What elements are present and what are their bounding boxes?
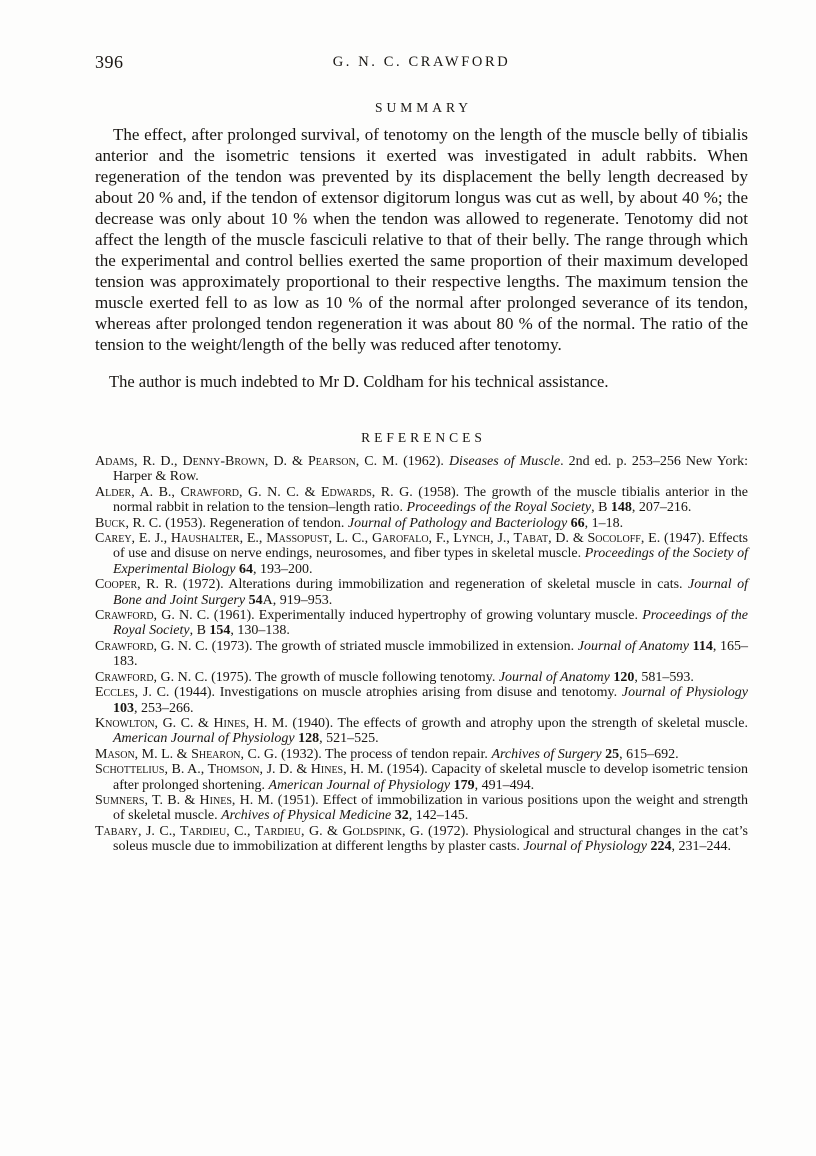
reference-segment: , 130–138. bbox=[230, 623, 290, 639]
reference-segment: (1972). Physiological and structural changes in the cat’s soleus muscle due to immobilization at different lengths by plaster casts. bbox=[113, 823, 748, 855]
reference-segment: , 142–145. bbox=[408, 808, 469, 824]
reference-segment: . 2nd ed. p. 253–256 New York: Harper & Row. bbox=[113, 454, 749, 485]
reference-segment: , 615–692. bbox=[619, 746, 679, 762]
reference-segment: Schottelius, B. A., Thomson, J. D. & Hines, H. M. bbox=[95, 762, 384, 778]
reference-segment: Journal of Physiology bbox=[621, 685, 748, 701]
reference-segment: 114 bbox=[692, 638, 713, 654]
reference-segment: Journal of Anatomy bbox=[498, 669, 610, 685]
reference-segment: Proceedings of the Royal Society bbox=[113, 608, 749, 639]
reference-segment: , 231–244. bbox=[671, 839, 731, 855]
summary-paragraph: The effect, after prolonged survival, of tenotomy on the length of the muscle belly of tibialis anterior and the isometric tensions it exerted was investigated in adult rabbits. When regeneration of the tendon was prevented by its displacement the belly length decreased by about 20 % and, if the tendon of extensor digitorum longus was cut as well, by about 40 %; the decrease was only about 10 % when the tendon was allowed to regenerate. Tenotomy did not affect the length of the muscle fasciculi relative to that of their belly. The range through which the experimental and control bellies exerted the same proportion of their maximum developed tension was approximately proportional to their respective lengths. The maximum tension the muscle exerted fell to as low as 10 % of the normal after prolonged severance of its tendon, whereas after prolonged tendon regeneration it was about 80 % of the normal. The ratio of the tension to the weight/length of the belly was reduced after tenotomy. bbox=[95, 125, 748, 354]
reference-segment: Crawford, G. N. C. bbox=[95, 638, 209, 654]
reference-segment: (1947). Effects of use and disuse on nerve endings, neurosomes, and fiber types in skeletal muscle. bbox=[113, 531, 749, 562]
reference-segment: Journal of Physiology bbox=[523, 839, 647, 855]
reference-segment: , 165–183. bbox=[113, 638, 748, 670]
reference-segment: , B bbox=[591, 500, 611, 516]
reference-segment: Eccles, J. C. bbox=[95, 685, 170, 701]
reference-segment: , B bbox=[189, 623, 210, 639]
reference-segment: (1972). Alterations during immobilization and regeneration of skeletal muscle in cats. bbox=[177, 577, 689, 593]
reference-segment: Archives of Surgery bbox=[491, 746, 602, 762]
references-section bbox=[95, 430, 748, 855]
reference-item bbox=[95, 747, 748, 762]
reference-segment: (1951). Effect of immobilization in various positions upon the weight and strength of skeletal muscle. bbox=[113, 792, 749, 824]
reference-segment: Carey, E. J., Haushalter, E., Massopust, L. C., Garofalo, F., Lynch, J., Tabat, D. & Socoloff, E. bbox=[95, 531, 661, 547]
reference-segment: , 253–266. bbox=[134, 700, 194, 716]
reference-segment: , 521–525. bbox=[319, 731, 379, 747]
reference-segment: Sumners, T. B. & Hines, H. M. bbox=[95, 792, 274, 808]
reference-segment: (1958). The growth of the muscle tibialis anterior in the normal rabbit in relation to the tension–length ratio. bbox=[113, 484, 748, 516]
reference-segment: 148 bbox=[610, 500, 632, 516]
reference-segment: (1932). The process of tendon repair. bbox=[277, 746, 492, 762]
reference-segment: , 193–200. bbox=[252, 561, 313, 577]
reference-segment: Crawford, G. N. C. bbox=[95, 669, 208, 685]
reference-segment: 66 bbox=[570, 515, 585, 531]
reference-segment: Knowlton, G. C. & Hines, H. M. bbox=[95, 715, 288, 731]
reference-segment: 128 bbox=[298, 731, 320, 747]
reference-segment: , 1–18. bbox=[584, 515, 624, 531]
reference-segment: Diseases of Muscle bbox=[448, 454, 561, 469]
reference-segment: American Journal of Physiology bbox=[113, 731, 295, 747]
reference-item bbox=[95, 608, 748, 639]
reference-item bbox=[95, 762, 748, 793]
reference-segment: (1975). The growth of muscle following tenotomy. bbox=[207, 669, 499, 685]
reference-item bbox=[95, 485, 748, 516]
reference-segment: Proceedings of the Royal Society bbox=[406, 500, 592, 516]
reference-segment: American Journal of Physiology bbox=[268, 777, 451, 793]
reference-item bbox=[95, 716, 748, 747]
page-header bbox=[95, 52, 748, 74]
references-heading: REFERENCES bbox=[361, 430, 486, 445]
reference-segment: 64 bbox=[238, 561, 253, 577]
reference-segment: 32 bbox=[394, 808, 409, 824]
reference-segment: Tabary, J. C., Tardieu, C., Tardieu, G. & Goldspink, G. bbox=[95, 823, 424, 839]
reference-item bbox=[95, 685, 748, 716]
reference-segment: (1953). Regeneration of tendon. bbox=[161, 515, 348, 531]
page-number: 396 bbox=[95, 52, 124, 72]
reference-segment: (1973). The growth of striated muscle immobilized in extension. bbox=[208, 638, 578, 654]
reference-segment: 54 bbox=[248, 592, 263, 608]
reference-segment: Archives of Physical Medicine bbox=[221, 808, 392, 824]
reference-item bbox=[95, 577, 748, 608]
reference-segment: 25 bbox=[605, 746, 620, 762]
summary-section bbox=[95, 100, 748, 355]
reference-segment: Cooper, R. R. bbox=[95, 577, 178, 593]
running-head: G. N. C. CRAWFORD bbox=[332, 54, 511, 70]
reference-segment: Buck, R. C. bbox=[95, 515, 162, 531]
reference-item bbox=[95, 454, 748, 485]
reference-segment: , 491–494. bbox=[474, 777, 535, 793]
reference-item bbox=[95, 793, 748, 824]
reference-segment: , 207–216. bbox=[631, 500, 692, 516]
reference-segment: Adams, R. D., Denny-Brown, D. & Pearson, C. M. bbox=[95, 454, 399, 469]
reference-segment: (1944). Investigations on muscle atrophies arising from disuse and tenotomy. bbox=[169, 685, 622, 701]
reference-segment: Journal of Anatomy bbox=[577, 638, 689, 654]
reference-item bbox=[95, 670, 748, 685]
reference-segment: Alder, A. B., Crawford, G. N. C. & Edwards, R. G. bbox=[95, 484, 413, 500]
reference-segment: 224 bbox=[650, 839, 672, 855]
reference-item bbox=[95, 531, 748, 577]
reference-segment: 120 bbox=[613, 669, 635, 685]
reference-list bbox=[95, 454, 748, 855]
summary-heading: SUMMARY bbox=[374, 100, 473, 115]
reference-segment: 179 bbox=[453, 777, 475, 793]
reference-segment: (1940). The effects of growth and atrophy upon the strength of skeletal muscle. bbox=[287, 715, 748, 731]
reference-segment: Crawford, G. N. C. bbox=[95, 608, 210, 624]
reference-segment: (1954). Capacity of skeletal muscle to develop isometric tension after prolonged shortening. bbox=[113, 762, 748, 793]
reference-segment: A, 919–953. bbox=[262, 592, 333, 608]
reference-segment: (1962). bbox=[398, 454, 449, 469]
reference-segment: (1961). Experimentally induced hypertrophy of growing voluntary muscle. bbox=[209, 608, 643, 624]
reference-segment: Mason, M. L. & Shearon, C. G. bbox=[95, 746, 278, 762]
reference-segment: Proceedings of the Society of Experimental Biology bbox=[113, 546, 748, 577]
reference-item bbox=[95, 639, 748, 670]
acknowledgment: The author is much indebted to Mr D. Coldham for his technical assistance. bbox=[109, 372, 609, 391]
reference-segment: Journal of Bone and Joint Surgery bbox=[113, 577, 748, 608]
reference-segment: Journal of Pathology and Bacteriology bbox=[347, 515, 568, 531]
reference-segment: 103 bbox=[113, 700, 134, 716]
reference-segment: 154 bbox=[209, 623, 231, 639]
reference-item bbox=[95, 516, 748, 531]
reference-item bbox=[95, 824, 748, 855]
reference-segment: , 581–593. bbox=[634, 669, 694, 685]
